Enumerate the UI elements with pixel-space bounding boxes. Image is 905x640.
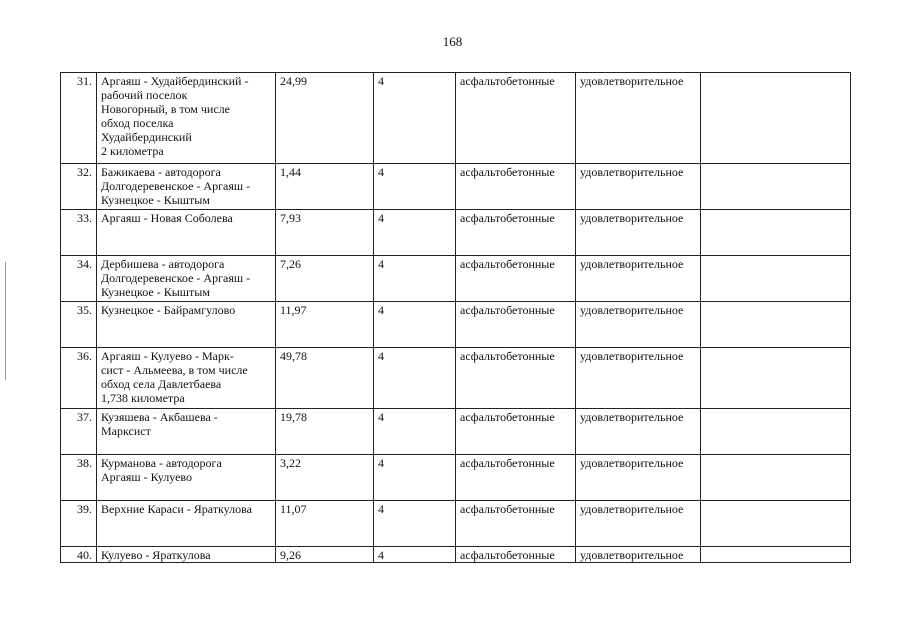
road-state: удовлетворительное	[576, 302, 701, 348]
road-lanes: 4	[374, 164, 456, 210]
road-surface: асфальтобетонные	[456, 73, 576, 164]
table-row	[61, 164, 851, 210]
road-length: 11,97	[276, 302, 374, 348]
road-extra	[701, 547, 851, 563]
road-surface: асфальтобетонные	[456, 302, 576, 348]
road-surface: асфальтобетонные	[456, 256, 576, 302]
road-lanes: 4	[374, 348, 456, 409]
road-name: Аргаяш - Новая Соболева	[97, 210, 276, 256]
row-number: 35.	[61, 302, 97, 348]
road-state: удовлетворительное	[576, 409, 701, 455]
road-extra	[701, 455, 851, 501]
road-lanes: 4	[374, 409, 456, 455]
table-row	[61, 302, 851, 348]
road-lanes: 4	[374, 73, 456, 164]
table-row	[61, 348, 851, 409]
table-row	[61, 210, 851, 256]
road-length: 7,93	[276, 210, 374, 256]
road-surface: асфальтобетонные	[456, 210, 576, 256]
road-state: удовлетворительное	[576, 73, 701, 164]
road-lanes: 4	[374, 501, 456, 547]
row-number: 33.	[61, 210, 97, 256]
road-name: Курманова - автодорога Аргаяш - Кулуево	[97, 455, 276, 501]
road-length: 7,26	[276, 256, 374, 302]
road-name: Кулуево - Яраткулова	[97, 547, 276, 563]
road-length: 24,99	[276, 73, 374, 164]
table-row	[61, 547, 851, 563]
row-number: 34.	[61, 256, 97, 302]
road-surface: асфальтобетонные	[456, 409, 576, 455]
roads-table	[60, 72, 851, 563]
road-lanes: 4	[374, 455, 456, 501]
road-extra	[701, 348, 851, 409]
road-extra	[701, 210, 851, 256]
road-state: удовлетворительное	[576, 455, 701, 501]
road-lanes: 4	[374, 210, 456, 256]
page-number: 168	[442, 34, 463, 49]
road-surface: асфальтобетонные	[456, 348, 576, 409]
table-row	[61, 256, 851, 302]
road-surface: асфальтобетонные	[456, 164, 576, 210]
road-name: Аргаяш - Кулуево - Марк- сист - Альмеева, в том числе обход села Давлетбаева 1,738 километра	[97, 348, 276, 409]
row-number: 37.	[61, 409, 97, 455]
row-number: 36.	[61, 348, 97, 409]
road-name: Аргаяш - Худайбердинский - рабочий поселок Новогорный, в том числе обход поселка Худайбердинский 2 километра	[97, 73, 276, 164]
row-number: 39.	[61, 501, 97, 547]
road-name: Кузяшева - Акбашева - Марксист	[97, 409, 276, 455]
road-extra	[701, 73, 851, 164]
row-number: 40.	[61, 547, 97, 563]
table-row	[61, 409, 851, 455]
road-surface: асфальтобетонные	[456, 501, 576, 547]
table-row	[61, 73, 851, 164]
road-extra	[701, 302, 851, 348]
road-state: удовлетворительное	[576, 210, 701, 256]
road-lanes: 4	[374, 302, 456, 348]
scan-margin-line	[5, 262, 6, 380]
road-name: Верхние Караси - Яраткулова	[97, 501, 276, 547]
row-number: 38.	[61, 455, 97, 501]
road-lanes: 4	[374, 547, 456, 563]
road-length: 11,07	[276, 501, 374, 547]
road-name: Бажикаева - автодорога Долгодеревенское - Аргаяш - Кузнецкое - Кыштым	[97, 164, 276, 210]
road-extra	[701, 256, 851, 302]
road-name: Кузнецкое - Байрамгулово	[97, 302, 276, 348]
table-row	[61, 501, 851, 547]
road-state: удовлетворительное	[576, 256, 701, 302]
road-name: Дербишева - автодорога Долгодеревенское - Аргаяш - Кузнецкое - Кыштым	[97, 256, 276, 302]
road-length: 9,26	[276, 547, 374, 563]
road-lanes: 4	[374, 256, 456, 302]
road-state: удовлетворительное	[576, 348, 701, 409]
road-length: 19,78	[276, 409, 374, 455]
road-length: 3,22	[276, 455, 374, 501]
road-extra	[701, 501, 851, 547]
road-surface: асфальтобетонные	[456, 547, 576, 563]
road-extra	[701, 409, 851, 455]
table-row	[61, 455, 851, 501]
road-state: удовлетворительное	[576, 164, 701, 210]
road-length: 1,44	[276, 164, 374, 210]
road-state: удовлетворительное	[576, 501, 701, 547]
road-extra	[701, 164, 851, 210]
road-state: удовлетворительное	[576, 547, 701, 563]
road-length: 49,78	[276, 348, 374, 409]
row-number: 32.	[61, 164, 97, 210]
road-surface: асфальтобетонные	[456, 455, 576, 501]
row-number: 31.	[61, 73, 97, 164]
